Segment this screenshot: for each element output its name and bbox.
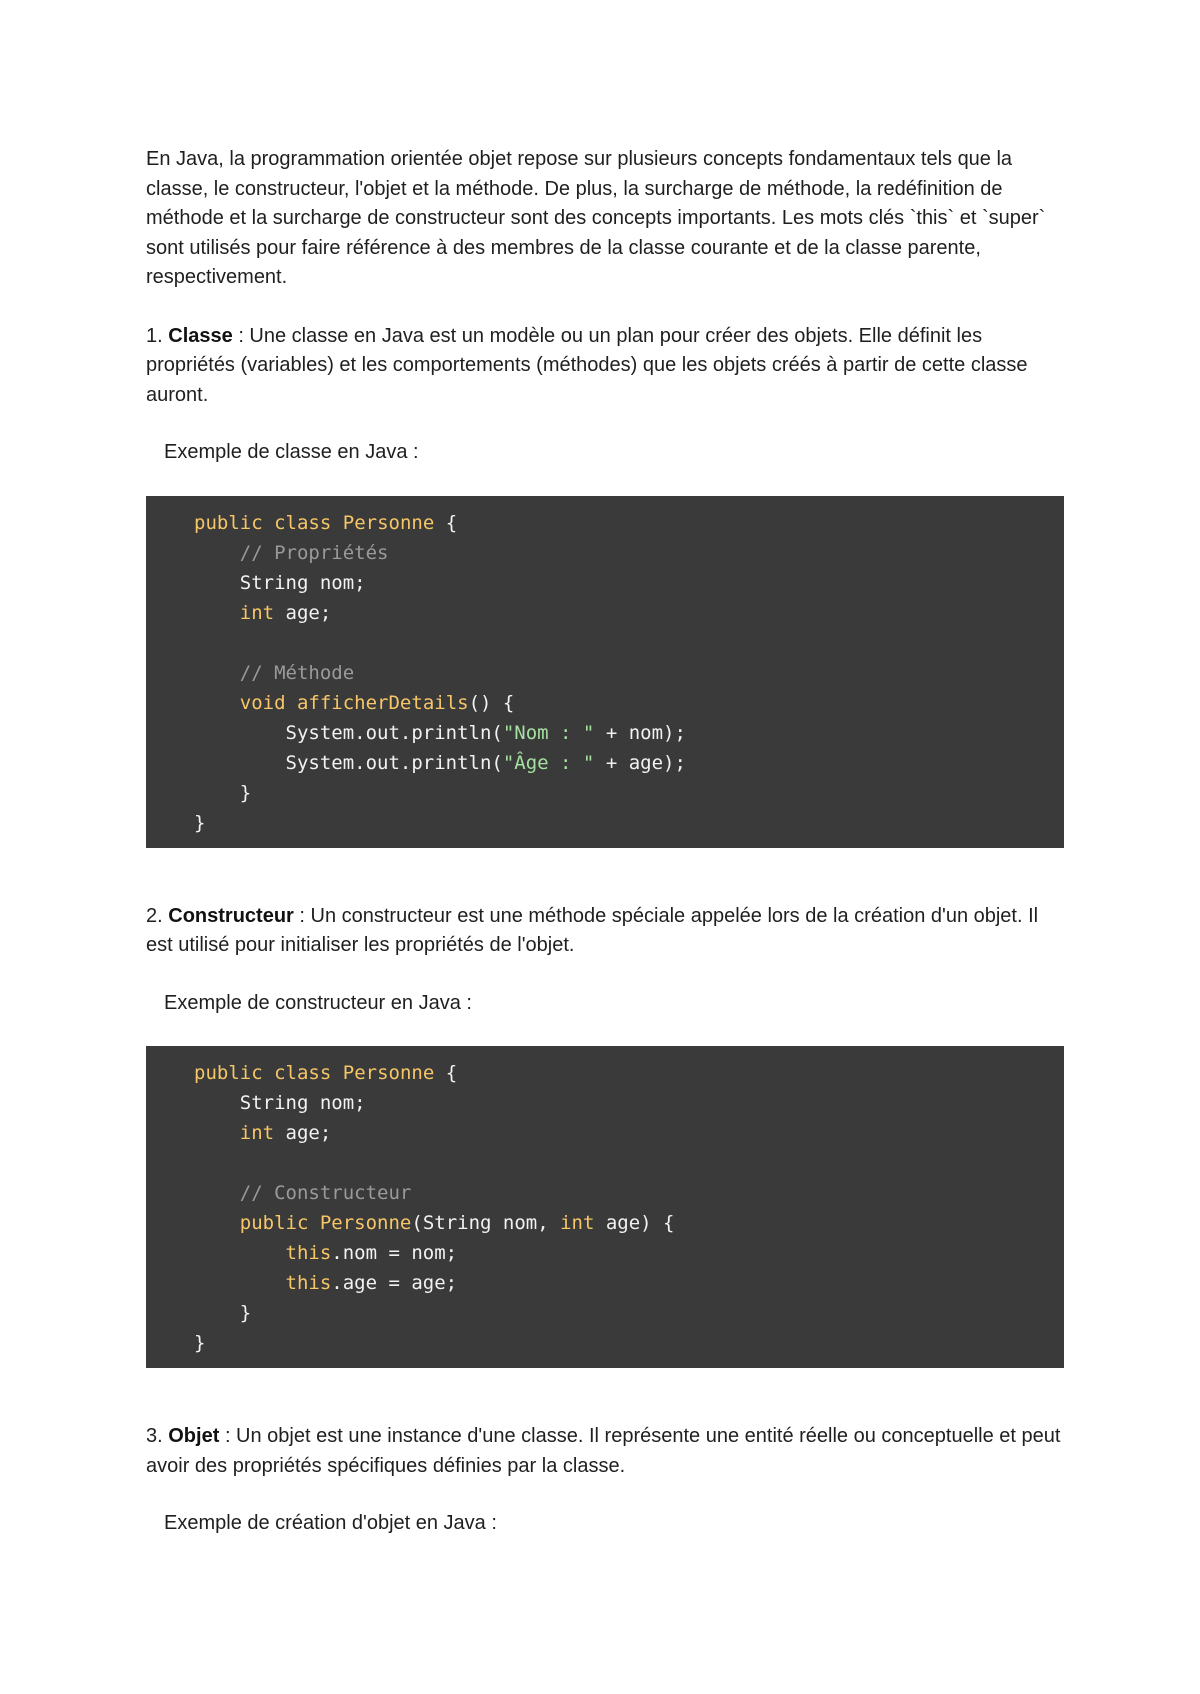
intro-paragraph: En Java, la programmation orientée objet repose sur plusieurs concepts fondamentaux tels que la classe, le constructeur, l'objet et la méthode. De plus, la surcharge de méthode, la redéfinition de méthode et la surcharge de constructeur sont des concepts importants. Les mots clés `this` et `super` sont utilisés pour faire référence à des membres de la classe courante et de la classe parente, respectivement. [146,148,1046,288]
code-line [194,1118,1064,1148]
code-block-classe [146,496,1064,848]
code-text [263,512,274,534]
document-page [146,145,1064,1567]
code-text: } [194,1302,252,1324]
section-number: 2. [146,904,163,927]
code-keyword: int [239,1122,275,1144]
code-keyword: this [285,1242,332,1264]
code-line [194,538,1064,568]
code-text: String nom; [194,571,366,594]
code-text: () { [468,691,515,714]
section-text: : Une classe en Java est un modèle ou un plan pour créer des objets. Elle définit les propriétés (variables) et les comportements (méthodes) que les objets créés à partir de cette classe auront. [146,324,1028,406]
section-text: : Un constructeur est une méthode spéciale appelée lors de la création d'un objet. Il est utilisé pour initialiser les propriétés de l'objet. [146,904,1039,956]
code-text: } [194,781,252,804]
code-comment: // Constructeur [239,1182,412,1204]
code-text: String nom; [194,1092,366,1114]
code-keyword: public [239,1212,309,1234]
code-text: } [194,811,206,834]
code-text [331,512,342,534]
code-text [194,542,240,564]
code-keyword: this [285,1272,332,1294]
code-string: "Âge : " [502,751,595,774]
example-label-constructeur: Exemple de constructeur en Java : [164,991,472,1014]
code-line [194,568,1064,598]
section-objet-paragraph [146,1422,1064,1481]
code-text: + nom); [594,721,686,744]
code-text [194,1122,240,1144]
code-line [194,1208,1064,1238]
example-label-objet: Exemple de création d'objet en Java : [164,1512,497,1534]
code-keyword: public [194,511,263,534]
code-text: (String nom, [411,1212,561,1234]
section-number: 3. [146,1425,163,1447]
code-keyword: class [274,511,332,534]
code-line [194,808,1064,838]
code-text: age) { [594,1212,675,1234]
code-keyword: Personne [342,1062,435,1084]
code-text [194,1242,286,1264]
code-line [194,628,1064,658]
code-line [194,1238,1064,1268]
code-text [194,1272,286,1294]
code-block-constructeur [146,1046,1064,1368]
code-text: + age); [594,751,686,774]
code-text: System.out.println( [194,751,503,774]
code-text: } [194,1332,206,1354]
code-text [194,662,240,684]
code-text [194,692,240,714]
code-keyword: int [560,1212,595,1234]
code-text [194,602,240,624]
code-line [194,688,1064,718]
section-text: : Un objet est une instance d'une classe. Il représente une entité réelle ou conceptuelle et peut avoir des propriétés spécifiques définies par la classe. [146,1425,1061,1477]
code-text: { [434,1062,458,1084]
code-text [308,1212,319,1234]
code-text [331,1062,342,1084]
code-keyword: int [239,601,275,624]
code-line [194,1178,1064,1208]
code-text [263,1062,274,1084]
code-text: age; [274,1122,332,1144]
code-text [194,1212,240,1234]
code-line [194,1058,1064,1088]
section-constructeur-paragraph [146,902,1064,961]
section-term: Constructeur [168,904,294,927]
code-text [194,1182,240,1204]
code-keyword: Personne [319,1212,412,1234]
code-text: .nom = nom; [331,1242,458,1264]
section-number: 1. [146,324,163,347]
code-keyword: afficherDetails [296,691,469,714]
code-keyword: public [194,1062,263,1084]
section-term: Objet [168,1425,220,1447]
section-term: Classe [168,324,233,347]
code-text: { [434,511,458,534]
code-line [194,1328,1064,1358]
example-label-classe: Exemple de classe en Java : [164,441,419,463]
code-line [194,1298,1064,1328]
code-text [286,692,297,714]
code-text: System.out.println( [194,721,503,744]
code-line [194,658,1064,688]
code-keyword: class [274,1062,332,1084]
code-comment: // Propriétés [239,541,389,564]
code-line [194,1088,1064,1118]
code-line [194,778,1064,808]
code-comment: // Méthode [239,661,355,684]
code-keyword: Personne [342,511,435,534]
code-line [194,1268,1064,1298]
section-classe-paragraph [146,322,1064,411]
code-string: "Nom : " [502,721,595,744]
code-line [194,748,1064,778]
code-line [194,598,1064,628]
code-line [194,508,1064,538]
code-text: age; [274,601,332,624]
code-text: .age = age; [331,1272,458,1294]
code-line [194,718,1064,748]
code-keyword: void [239,691,286,714]
code-line [194,1148,1064,1178]
